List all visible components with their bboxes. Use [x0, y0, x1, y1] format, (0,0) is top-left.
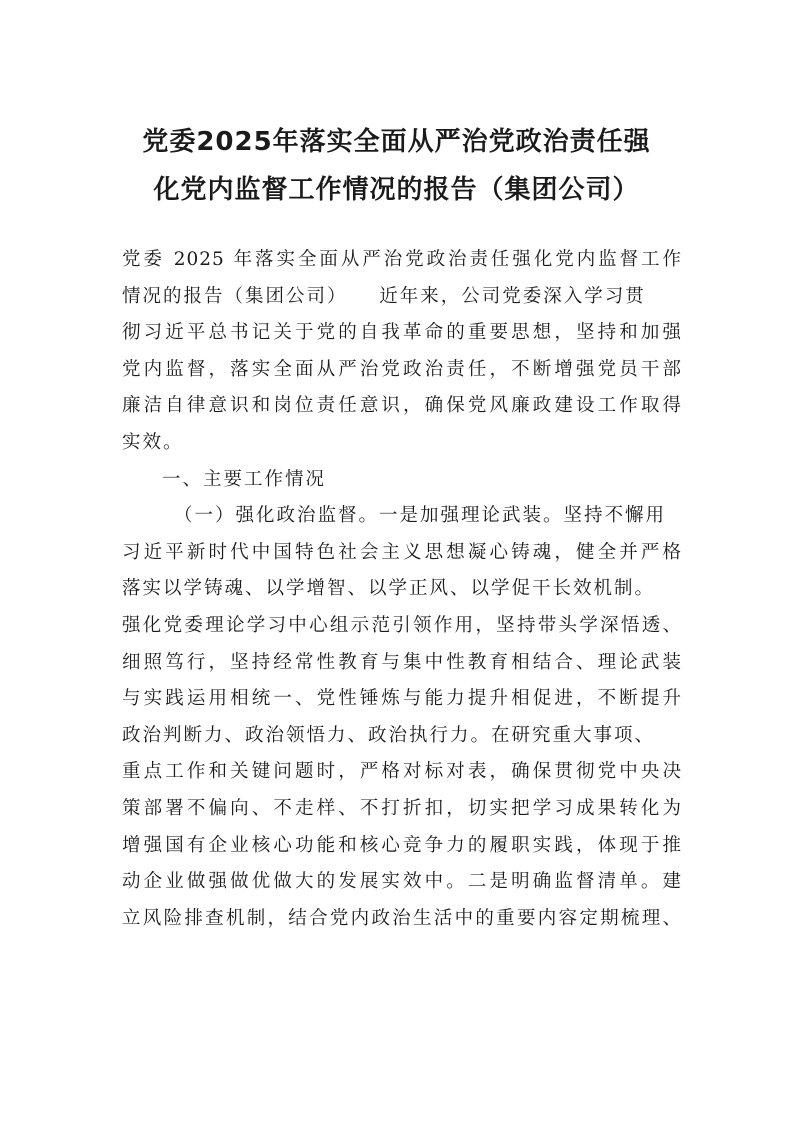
body-line: 强化党委理论学习中心组示范引领作用，坚持带头学深悟透、: [122, 614, 682, 636]
section-heading: 一、主要工作情况: [162, 468, 327, 490]
body-line: 策部署不偏向、不走样、不打折扣，切实把学习成果转化为: [122, 797, 682, 819]
body-line: 动企业做强做优做大的发展实效中。二是明确监督清单。建: [122, 871, 682, 893]
body-line: 增强国有企业核心功能和核心竞争力的履职实践，体现于推: [122, 834, 682, 856]
document-body: [122, 242, 682, 937]
body-line: 立风险排查机制，结合党内政治生活中的重要内容定期梳理、: [122, 907, 682, 929]
title-line: 党委2025年落实全面从严治党政治责任强: [142, 127, 651, 157]
body-line: 彻习近平总书记关于党的自我革命的重要思想，坚持和加强: [122, 322, 682, 344]
body-line: 政治判断力、政治领悟力、政治执行力。在研究重大事项、: [122, 724, 656, 746]
body-line: 落实以学铸魂、以学增智、以学正风、以学促干长效机制。: [122, 578, 656, 600]
document-title: [90, 118, 703, 214]
body-line: 党委 2025 年落实全面从严治党政治责任强化党内监督工作: [122, 249, 682, 270]
body-line: 党内监督，落实全面从严治党政治责任，不断增强党员干部: [122, 358, 682, 380]
body-line: （一）强化政治监督。一是加强理论武装。坚持不懈用: [174, 505, 667, 527]
body-line: 实效。: [122, 431, 184, 453]
body-line: 重点工作和关键问题时，严格对标对表，确保贯彻党中央决: [122, 761, 682, 783]
body-line: 情况的报告（集团公司） 近年来，公司党委深入学习贯: [122, 285, 646, 307]
body-line: 习近平新时代中国特色社会主义思想凝心铸魂，健全并严格: [122, 541, 682, 563]
body-line: 细照笃行，坚持经常性教育与集中性教育相结合、理论武装: [122, 651, 682, 673]
body-line: 廉洁自律意识和岗位责任意识，确保党风廉政建设工作取得: [122, 395, 682, 417]
title-line: 化党内监督工作情况的报告（集团公司）: [153, 175, 640, 205]
body-line: 与实践运用相统一、党性锤炼与能力提升相促进，不断提升: [122, 688, 682, 710]
